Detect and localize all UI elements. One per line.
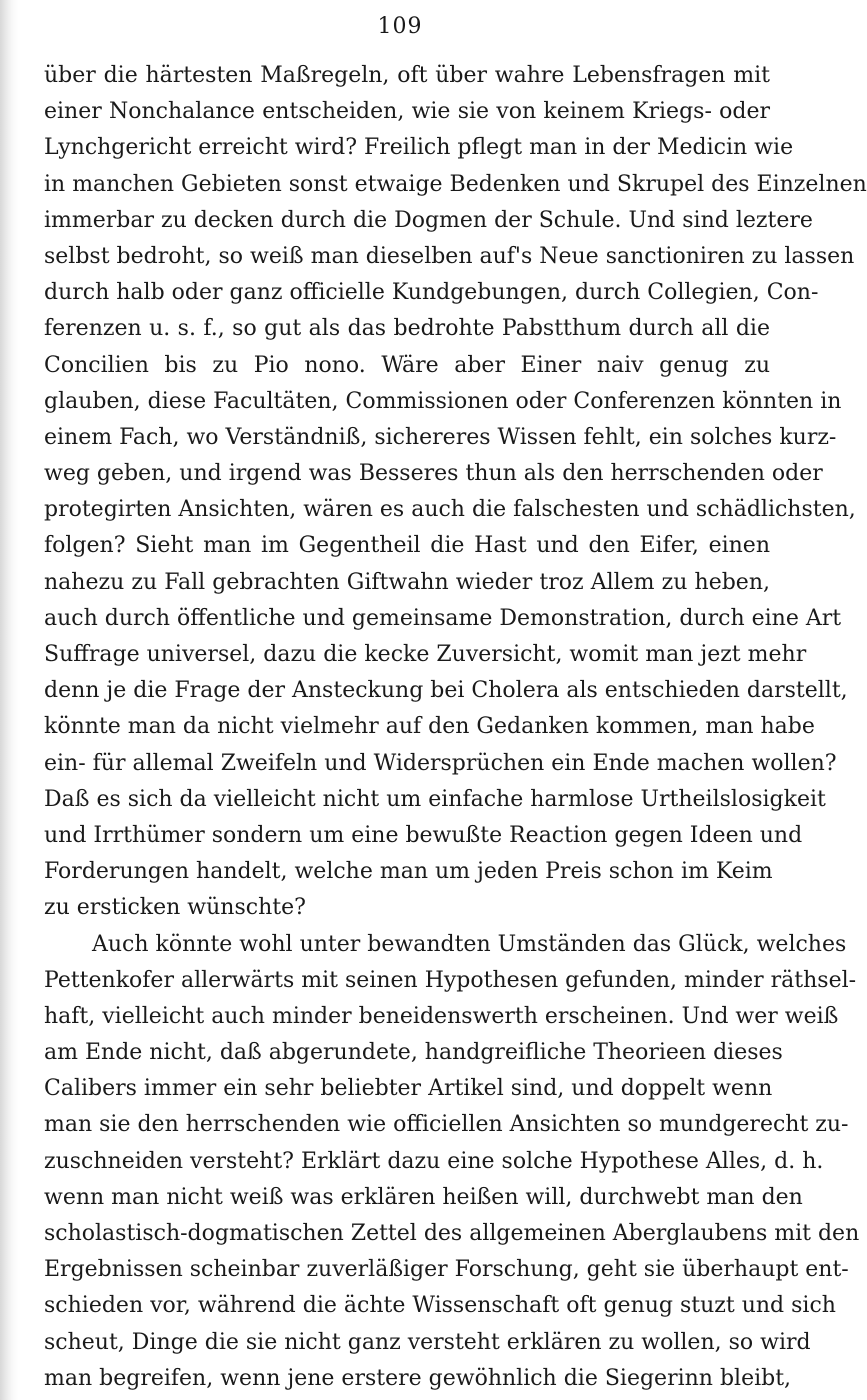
- text-line: über die härtesten Maßregeln, oft über wahre Lebensfragen mit: [44, 63, 770, 88]
- text-line: am Ende nicht, daß abgerundete, handgreifliche Theorieen dieses: [44, 1040, 783, 1066]
- text-line: immerbar zu decken durch die Dogmen der Schule. Und sind leztere: [44, 207, 813, 233]
- text-line: man begreifen, wenn jene erstere gewöhnlich die Siegerinn bleibt,: [44, 1365, 792, 1391]
- text-line: durch halb oder ganz officielle Kundgebungen, durch Collegien, Con-: [44, 280, 819, 306]
- text-line: Auch könnte wohl unter bewandten Umständen das Glück, welches: [92, 931, 847, 957]
- text-line: einer Nonchalance entscheiden, wie sie von keinem Kriegs- oder: [44, 99, 770, 125]
- text-line: nahezu zu Fall gebrachten Giftwahn wieder troz Allem zu heben,: [44, 569, 770, 595]
- text-line: Concilien bis zu Pio nono. Wäre aber Einer naiv genug zu: [44, 352, 770, 378]
- text-line: glauben, diese Facultäten, Commissionen oder Conferenzen könnten in: [44, 388, 842, 414]
- text-line: schieden vor, während die ächte Wissenschaft oft genug stuzt und sich: [44, 1293, 836, 1319]
- text-line: ein- für allemal Zweifeln und Widersprüchen ein Ende machen wollen?: [44, 750, 837, 776]
- text-line: einem Fach, wo Verständniß, sichereres Wissen fehlt, ein solches kurz-: [44, 424, 837, 450]
- text-line: selbst bedroht, so weiß man dieselben auf's Neue sanctioniren zu lassen: [44, 243, 855, 269]
- text-line: in manchen Gebieten sonst etwaige Bedenken und Skrupel des Einzelnen: [44, 171, 867, 197]
- text-line: Calibers immer ein sehr beliebter Artikel sind, und doppelt wenn: [44, 1076, 773, 1102]
- text-line: auch durch öffentliche und gemeinsame Demonstration, durch eine Art: [44, 605, 842, 631]
- text-line: protegirten Ansichten, wären es auch die falschesten und schädlichsten,: [44, 497, 856, 523]
- text-line: folgen? Sieht man im Gegentheil die Hast und den Eifer, einen: [44, 533, 770, 559]
- text-line: Ergebnissen scheinbar zuverläßiger Forschung, geht sie überhaupt ent-: [44, 1257, 849, 1283]
- text-line: und Irrthümer sondern um eine bewußte Reaction gegen Ideen und: [44, 822, 803, 848]
- text-line: Pettenkofer allerwärts mit seinen Hypothesen gefunden, minder räthsel-: [44, 967, 857, 993]
- text-line: weg geben, und irgend was Besseres thun als den herrschenden oder: [44, 461, 823, 487]
- text-line: man sie den herrschenden wie officiellen Ansichten so mundgerecht zu-: [44, 1112, 849, 1138]
- text-line: denn je die Frage der Ansteckung bei Cholera als entschieden darstellt,: [44, 678, 848, 704]
- body-text: [44, 58, 867, 1397]
- page-number: 109: [377, 14, 423, 39]
- text-line: Forderungen handelt, welche man um jeden Preis schon im Keim: [44, 859, 773, 885]
- text-line: scheut, Dinge die sie nicht ganz versteht erklären zu wollen, so wird: [44, 1329, 811, 1355]
- text-line: zu ersticken wünschte?: [44, 895, 306, 921]
- text-line: haft, vielleicht auch minder beneidenswerth erscheinen. Und wer weiß: [44, 1003, 839, 1029]
- text-line: wenn man nicht weiß was erklären heißen will, durchwebt man den: [44, 1184, 803, 1210]
- page-edge-shadow: [0, 0, 18, 1400]
- text-line: Daß es sich da vielleicht nicht um einfache harmlose Urtheilslosigkeit: [44, 786, 826, 812]
- text-line: ferenzen u. s. f., so gut als das bedrohte Pabstthum durch all die: [44, 316, 770, 342]
- text-line: Lynchgericht erreicht wird? Freilich pflegt man in der Medicin wie: [44, 135, 794, 161]
- text-line: zuschneiden versteht? Erklärt dazu eine solche Hypothese Alles, d. h.: [44, 1148, 824, 1174]
- text-line: könnte man da nicht vielmehr auf den Gedanken kommen, man habe: [44, 714, 815, 740]
- text-line: Suffrage universel, dazu die kecke Zuversicht, womit man jezt mehr: [44, 642, 807, 667]
- text-line: scholastisch-dogmatischen Zettel des allgemeinen Aberglaubens mit den: [44, 1221, 860, 1246]
